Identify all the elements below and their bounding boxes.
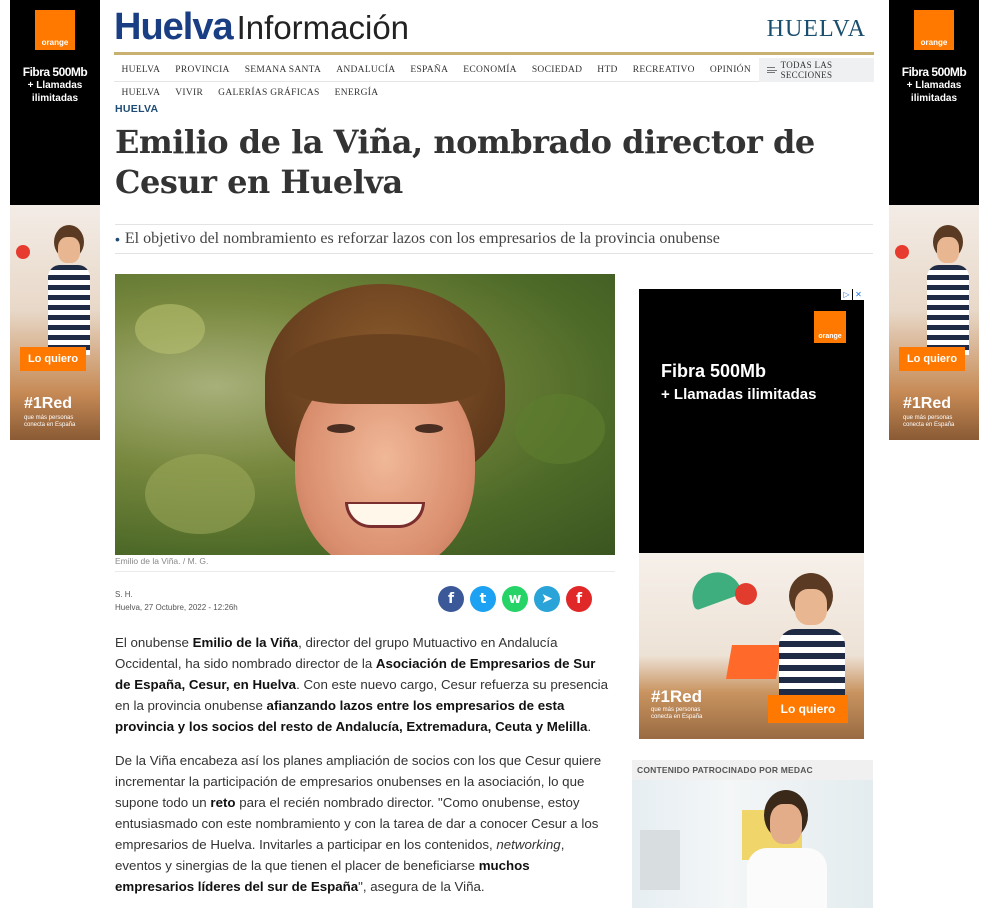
mpu-ad[interactable] xyxy=(639,289,864,739)
twitter-share-icon[interactable]: t xyxy=(470,586,496,612)
article-subtitle: El objetivo del nombramiento es reforzar lazos con los empresarios de la provincia onubense xyxy=(124,230,720,247)
article-kicker[interactable]: HUELVA xyxy=(115,103,159,115)
flipboard-share-icon[interactable]: f xyxy=(566,586,592,612)
telegram-share-icon[interactable]: ➤ xyxy=(534,586,560,612)
nav-item-recreativo[interactable]: RECREATIVO xyxy=(632,64,695,75)
nav-item-huelva[interactable]: HUELVA xyxy=(121,64,161,75)
sponsored-photo[interactable] xyxy=(632,780,873,908)
section-title[interactable]: HUELVA xyxy=(766,16,866,42)
sponsored-person xyxy=(742,790,832,908)
article-photo[interactable] xyxy=(115,274,615,555)
all-sections-label: TODAS LAS SECCIONES xyxy=(780,59,833,80)
ad-headline: Fibra 500Mb xyxy=(22,65,88,79)
ad-photo xyxy=(639,553,864,739)
byline xyxy=(115,588,238,614)
ad-line3: ilimitadas xyxy=(31,93,79,104)
bullet-icon: • xyxy=(115,231,120,247)
skyscraper-ad-left[interactable] xyxy=(10,0,100,440)
ad-badge: #1Red xyxy=(24,395,73,412)
subnav-item-huelva[interactable]: HUELVA xyxy=(121,88,161,98)
nav-item-semana-santa[interactable]: SEMANA SANTA xyxy=(244,64,322,75)
ad-headline: Fibra 500Mb xyxy=(661,361,767,381)
main-column xyxy=(100,0,889,908)
lamp-icon xyxy=(685,565,742,610)
dateline: Huelva, 27 Octubre, 2022 - 12:26h xyxy=(115,603,238,612)
sponsored-label: CONTENIDO PATROCINADO POR MEDAC xyxy=(637,765,813,775)
nav-item-espana[interactable]: ESPAÑA xyxy=(410,64,449,75)
nav-item-andalucia[interactable]: ANDALUCÍA xyxy=(336,64,396,75)
subnav-item-galerias[interactable]: GALERÍAS GRÁFICAS xyxy=(218,88,320,98)
nav-item-provincia[interactable]: PROVINCIA xyxy=(175,64,230,75)
ad-badge: #1Red xyxy=(903,395,952,412)
ad-cta-button[interactable]: Lo quiero xyxy=(899,347,965,371)
article-headline: Emilio de la Viña, nombrado director de Cesur en Huelva xyxy=(115,123,815,201)
ad-cta-button[interactable]: Lo quiero xyxy=(768,695,848,723)
ad-badge-sub: que más personas conecta en España xyxy=(903,415,955,428)
menu-icon xyxy=(767,67,775,73)
nav-item-economia[interactable]: ECONOMÍA xyxy=(463,64,517,75)
logo-part1: Huelva xyxy=(114,6,233,48)
ad-photo xyxy=(889,205,979,440)
author: S. H. xyxy=(115,590,133,599)
masthead xyxy=(114,6,874,52)
logo-part2: Información xyxy=(236,9,410,46)
ad-badge-sub: que más personas conecta en España xyxy=(651,707,703,720)
share-bar xyxy=(438,586,592,612)
ad-cta-button[interactable]: Lo quiero xyxy=(20,347,86,371)
article-paragraph-1: El onubense Emilio de la Viña, director del grupo Mutuactivo en Andalucía Occidental, ha sido nombrado director de la Asociación de Empresarios de Sur de España, Cesur, en Huelva. Con este nuevo cargo, Cesur refuerza su presencia en la provincia onubense afianzando lazos entre los empresarios de esta provincia y los socios del resto de Andalucía, Extremadura, Ceuta y Melilla. xyxy=(115,635,608,734)
photo-eye-right xyxy=(415,424,443,433)
photo-fringe xyxy=(285,334,485,404)
ad-badge: #1Red xyxy=(651,687,703,706)
secondary-nav xyxy=(114,83,514,103)
ad-top-panel xyxy=(889,0,979,205)
all-sections-button[interactable] xyxy=(759,58,875,82)
ad-line2: + Llamadas xyxy=(27,80,83,91)
clock-icon xyxy=(895,245,909,259)
photo-eye-left xyxy=(327,424,355,433)
orange-logo: orange xyxy=(914,10,954,50)
nav-item-htd[interactable]: HTD xyxy=(597,64,618,75)
facebook-share-icon[interactable]: f xyxy=(438,586,464,612)
whatsapp-share-icon[interactable]: w xyxy=(502,586,528,612)
ad-photo xyxy=(10,205,100,440)
subnav-item-energia[interactable]: ENERGÍA xyxy=(334,88,379,98)
sponsored-content[interactable] xyxy=(632,760,873,908)
caption-divider xyxy=(115,571,615,572)
ad-line3: ilimitadas xyxy=(910,93,958,104)
article-subtitle-block xyxy=(115,224,873,254)
ad-headline: Fibra 500Mb xyxy=(901,65,967,79)
masthead-divider xyxy=(114,52,874,55)
skyscraper-ad-right[interactable] xyxy=(889,0,979,440)
ad-person xyxy=(927,225,969,355)
ad-line2: + Llamadas xyxy=(906,80,962,91)
ad-line2: + Llamadas ilimitadas xyxy=(661,386,817,403)
ad-badge-sub: que más personas conecta en España xyxy=(24,415,76,428)
adchoices-icon[interactable]: ▷ ✕ xyxy=(841,289,864,300)
photo-caption: Emilio de la Viña. / M. G. xyxy=(115,556,209,566)
primary-nav xyxy=(114,58,874,82)
clock-icon xyxy=(735,583,757,605)
nav-item-sociedad[interactable]: SOCIEDAD xyxy=(531,64,583,75)
laptop-icon xyxy=(726,645,782,679)
orange-logo: orange xyxy=(35,10,75,50)
microscope-icon xyxy=(640,830,680,890)
ad-top-panel xyxy=(639,289,864,553)
nav-item-opinion[interactable]: OPINIÓN xyxy=(709,64,751,75)
ad-top-panel xyxy=(10,0,100,205)
ad-person xyxy=(48,225,90,355)
orange-logo: orange xyxy=(814,311,846,343)
clock-icon xyxy=(16,245,30,259)
site-logo[interactable] xyxy=(114,6,409,49)
subnav-item-vivir[interactable]: VIVIR xyxy=(175,88,204,98)
article-paragraph-2: De la Viña encabeza así los planes ampliación de socios con los que Cesur quiere incrementar la participación de empresarios onubenses en la asociación, lo que supone todo un reto para el recién nombrado director. "Como onubense, estoy entusiasmado con este nombramiento y con la tarea de dar a conocer Cesur a los empresarios de Huelva. Invitarles a participar en los contenidos, networking, eventos y sinergias de la que tienen el placer de beneficiarse muchos empresarios líderes del sur de España", asegura de la Viña. xyxy=(115,753,602,894)
